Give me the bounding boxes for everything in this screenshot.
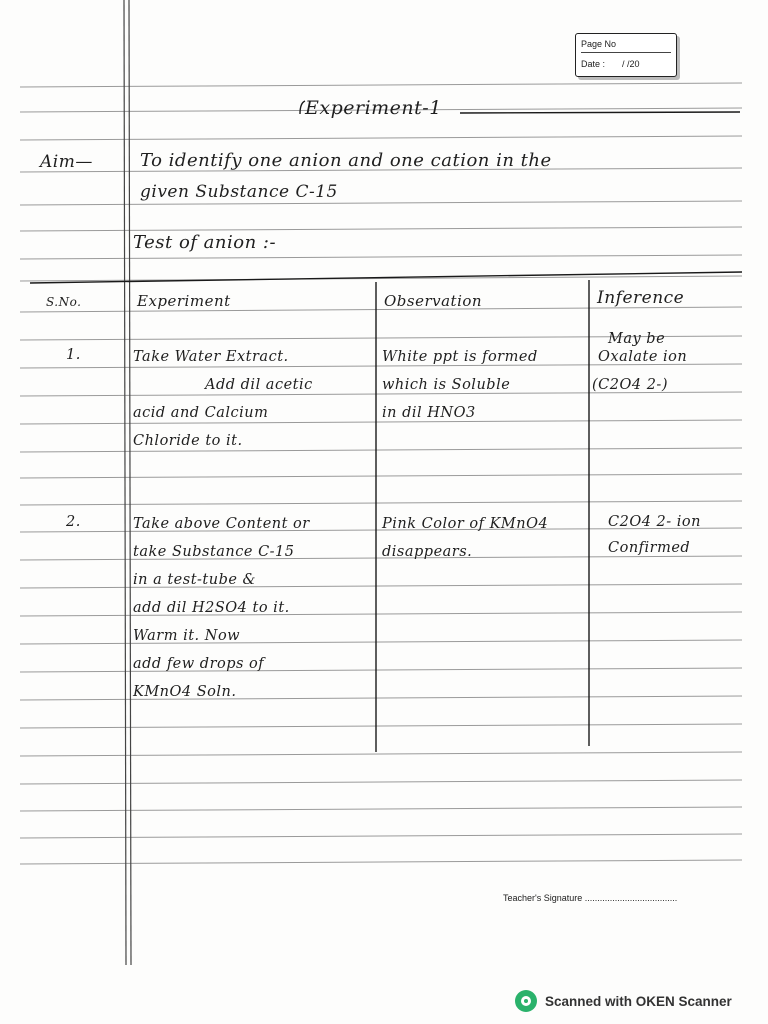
row-2-experiment-line-6: add few drops of (133, 656, 265, 672)
page-number-box (575, 33, 677, 77)
row-1-experiment-line-1: Take Water Extract. (133, 349, 289, 365)
row-2-experiment-line-1: Take above Content or (133, 516, 310, 532)
row-1-experiment-line-4: Chloride to it. (133, 433, 243, 449)
row-2-experiment-line-2: take Substance C-15 (133, 544, 295, 560)
row-2-experiment-line-5: Warm it. Now (133, 628, 241, 644)
header-sno: S.No. (46, 295, 82, 309)
experiment-title: Experiment-1 (305, 97, 442, 119)
row-2-observation-line-2: disappears. (382, 544, 473, 560)
row-2-observation-line-1: Pink Color of KMnO4 (382, 516, 549, 532)
row-1-sno: 1. (66, 347, 81, 363)
section-heading: Test of anion :- (133, 232, 277, 253)
header-inference: Inference (597, 288, 685, 308)
aim-line-2: given Substance C-15 (140, 182, 338, 202)
scanner-text: Scanned with OKEN Scanner (545, 993, 732, 1009)
page-number-box-divider (581, 52, 671, 53)
row-2-experiment-line-4: add dil H2SO4 to it. (133, 600, 290, 616)
date-field: / /20 (622, 59, 640, 69)
header-observation: Observation (384, 292, 483, 310)
aim-line-1: To identify one anion and one cation in the (140, 150, 552, 171)
scanner-footer (515, 990, 732, 1012)
header-experiment: Experiment (137, 292, 231, 310)
page-number-label: Page No (581, 39, 617, 49)
row-1-observation-line-3: in dil HNO3 (382, 405, 476, 421)
row-2-inference-line-2: Confirmed (608, 540, 691, 556)
row-2-experiment-line-3: in a test-tube & (133, 572, 256, 588)
row-2-sno: 2. (66, 514, 81, 530)
teacher-signature-field: Teacher's Signature ..................................... (503, 893, 678, 903)
scanner-logo-icon (515, 990, 537, 1012)
row-1-experiment-line-2: Add dil acetic (205, 377, 313, 393)
row-1-inference-line-2: Oxalate ion (598, 349, 688, 365)
row-1-inference-line-3: (C2O4 2-) (592, 377, 668, 393)
row-1-experiment-line-3: acid and Calcium (133, 405, 269, 421)
row-1-observation-line-2: which is Soluble (382, 377, 511, 393)
row-1-inference-line-1: May be (608, 331, 666, 347)
aim-label: Aim— (40, 152, 93, 172)
row-1-observation-line-1: White ppt is formed (382, 349, 538, 365)
row-2-experiment-line-7: KMnO4 Soln. (133, 684, 237, 700)
row-2-inference-line-1: C2O4 2- ion (608, 514, 701, 530)
date-label: Date : (581, 59, 606, 69)
